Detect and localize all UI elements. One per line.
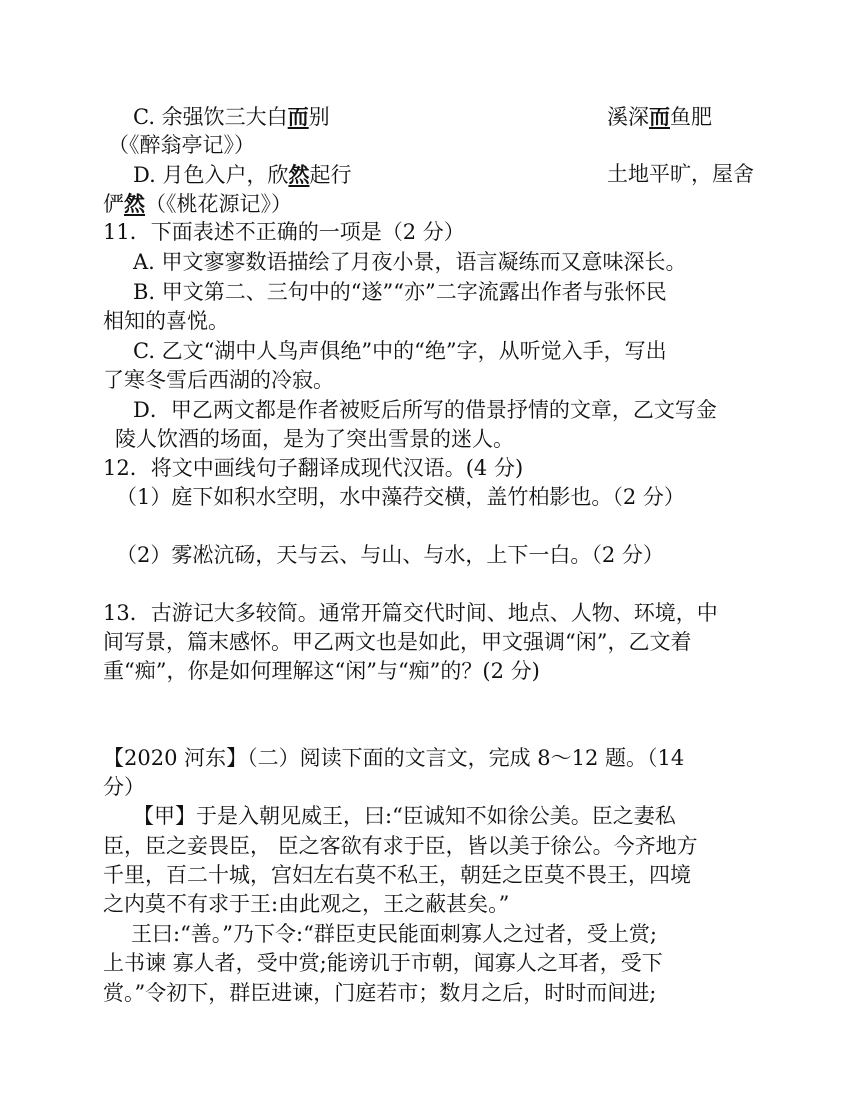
text-segment: （《桃花源记》） xyxy=(145,192,292,216)
marked-word: 然 xyxy=(288,162,310,187)
q11-option-b-line2: 相知的喜悦。 xyxy=(103,309,229,333)
q10-option-d-line2 xyxy=(103,193,292,215)
q11-option-d-line1: D．甲乙两文都是作者被贬后所写的借景抒情的文章，乙文写金 xyxy=(133,398,717,422)
q10-option-d-right: 土地平旷，屋舍 xyxy=(607,162,754,186)
passage-line-1: 【甲】于是入朝见威王，曰:“臣诚知不如徐公美。臣之妻私 xyxy=(133,804,676,828)
text-segment: C. 余强饮三大白 xyxy=(133,105,288,129)
q10-option-c-left xyxy=(133,106,330,128)
section-heading-line1: 【2020 河东】（二）阅读下面的文言文，完成 8～12 题。（14 xyxy=(103,746,685,770)
q11-stem: 11．下面表述不正确的一项是（2 分） xyxy=(103,220,465,244)
text-segment: D. 月色入户，欣 xyxy=(133,163,289,187)
q11-option-b-line1: B. 甲文第二、三句中的“遂”“亦”二字流露出作者与张怀民 xyxy=(133,280,667,304)
q13-line-3: 重“痴”，你是如何理解这“闲”与“痴”的？(2 分) xyxy=(103,659,540,683)
text-segment: 溪深 xyxy=(607,105,649,129)
passage-line-2: 臣，臣之妾畏臣， 臣之客欲有求于臣，皆以美于徐公。今齐地方 xyxy=(103,834,698,858)
q11-option-c-line2: 了寒冬雪后西湖的冷寂。 xyxy=(103,368,334,392)
passage-line-7: 赏。”令初下，群臣进谏，门庭若市；数月之后，时时而间进; xyxy=(103,981,657,1005)
q10-option-c-source: （《醉翁亭记》） xyxy=(108,133,255,157)
text-segment: 俨 xyxy=(103,192,124,216)
q11-option-d-line2: 陵人饮酒的场面，是为了突出雪景的迷人。 xyxy=(115,427,514,451)
text-segment: 起行 xyxy=(309,163,352,187)
text-segment: 别 xyxy=(308,105,330,129)
q13-line-2: 间写景，篇末感怀。甲乙两文也是如此，甲文强调“闲”，乙文着 xyxy=(103,630,692,654)
q13-line-1: 13．古游记大多较简。通常开篇交代时间、地点、人物、环境，中 xyxy=(103,601,718,625)
marked-word: 然 xyxy=(124,191,145,216)
passage-line-6: 上书谏 寡人者，受中赏;能谤讥于市朝，闻寡人之耳者，受下 xyxy=(103,951,663,975)
q12-sentence-2: （2）雾凇沆砀，天与云、与山、与水，上下一白。（2 分） xyxy=(116,543,664,567)
q10-option-c-right xyxy=(607,106,712,128)
passage-line-5: 王曰:“善。”乃下令:“群臣吏民能面刺寡人之过者，受上赏; xyxy=(131,922,657,946)
q10-option-d-left xyxy=(133,164,351,186)
q11-option-c-line1: C. 乙文“湖中人鸟声俱绝”中的“绝”字，从听觉入手，写出 xyxy=(133,339,667,363)
q11-option-a: A. 甲文寥寥数语描绘了月夜小景，语言凝练而又意味深长。 xyxy=(133,250,687,274)
marked-word: 而 xyxy=(287,104,309,129)
passage-line-4: 之内莫不有求于王:由此观之，王之蔽甚矣。” xyxy=(103,892,510,916)
section-heading-line2: 分） xyxy=(103,775,145,799)
q12-sentence-1: （1）庭下如积水空明，水中藻荇交横，盖竹柏影也。（2 分） xyxy=(116,485,685,509)
passage-line-3: 千里，百二十城，宫妇左右莫不私王，朝廷之臣莫不畏王，四境 xyxy=(103,863,691,887)
text-segment: 鱼肥 xyxy=(670,105,712,129)
marked-word: 而 xyxy=(649,104,670,129)
q12-stem: 12．将文中画线句子翻译成现代汉语。(4 分) xyxy=(103,456,524,480)
